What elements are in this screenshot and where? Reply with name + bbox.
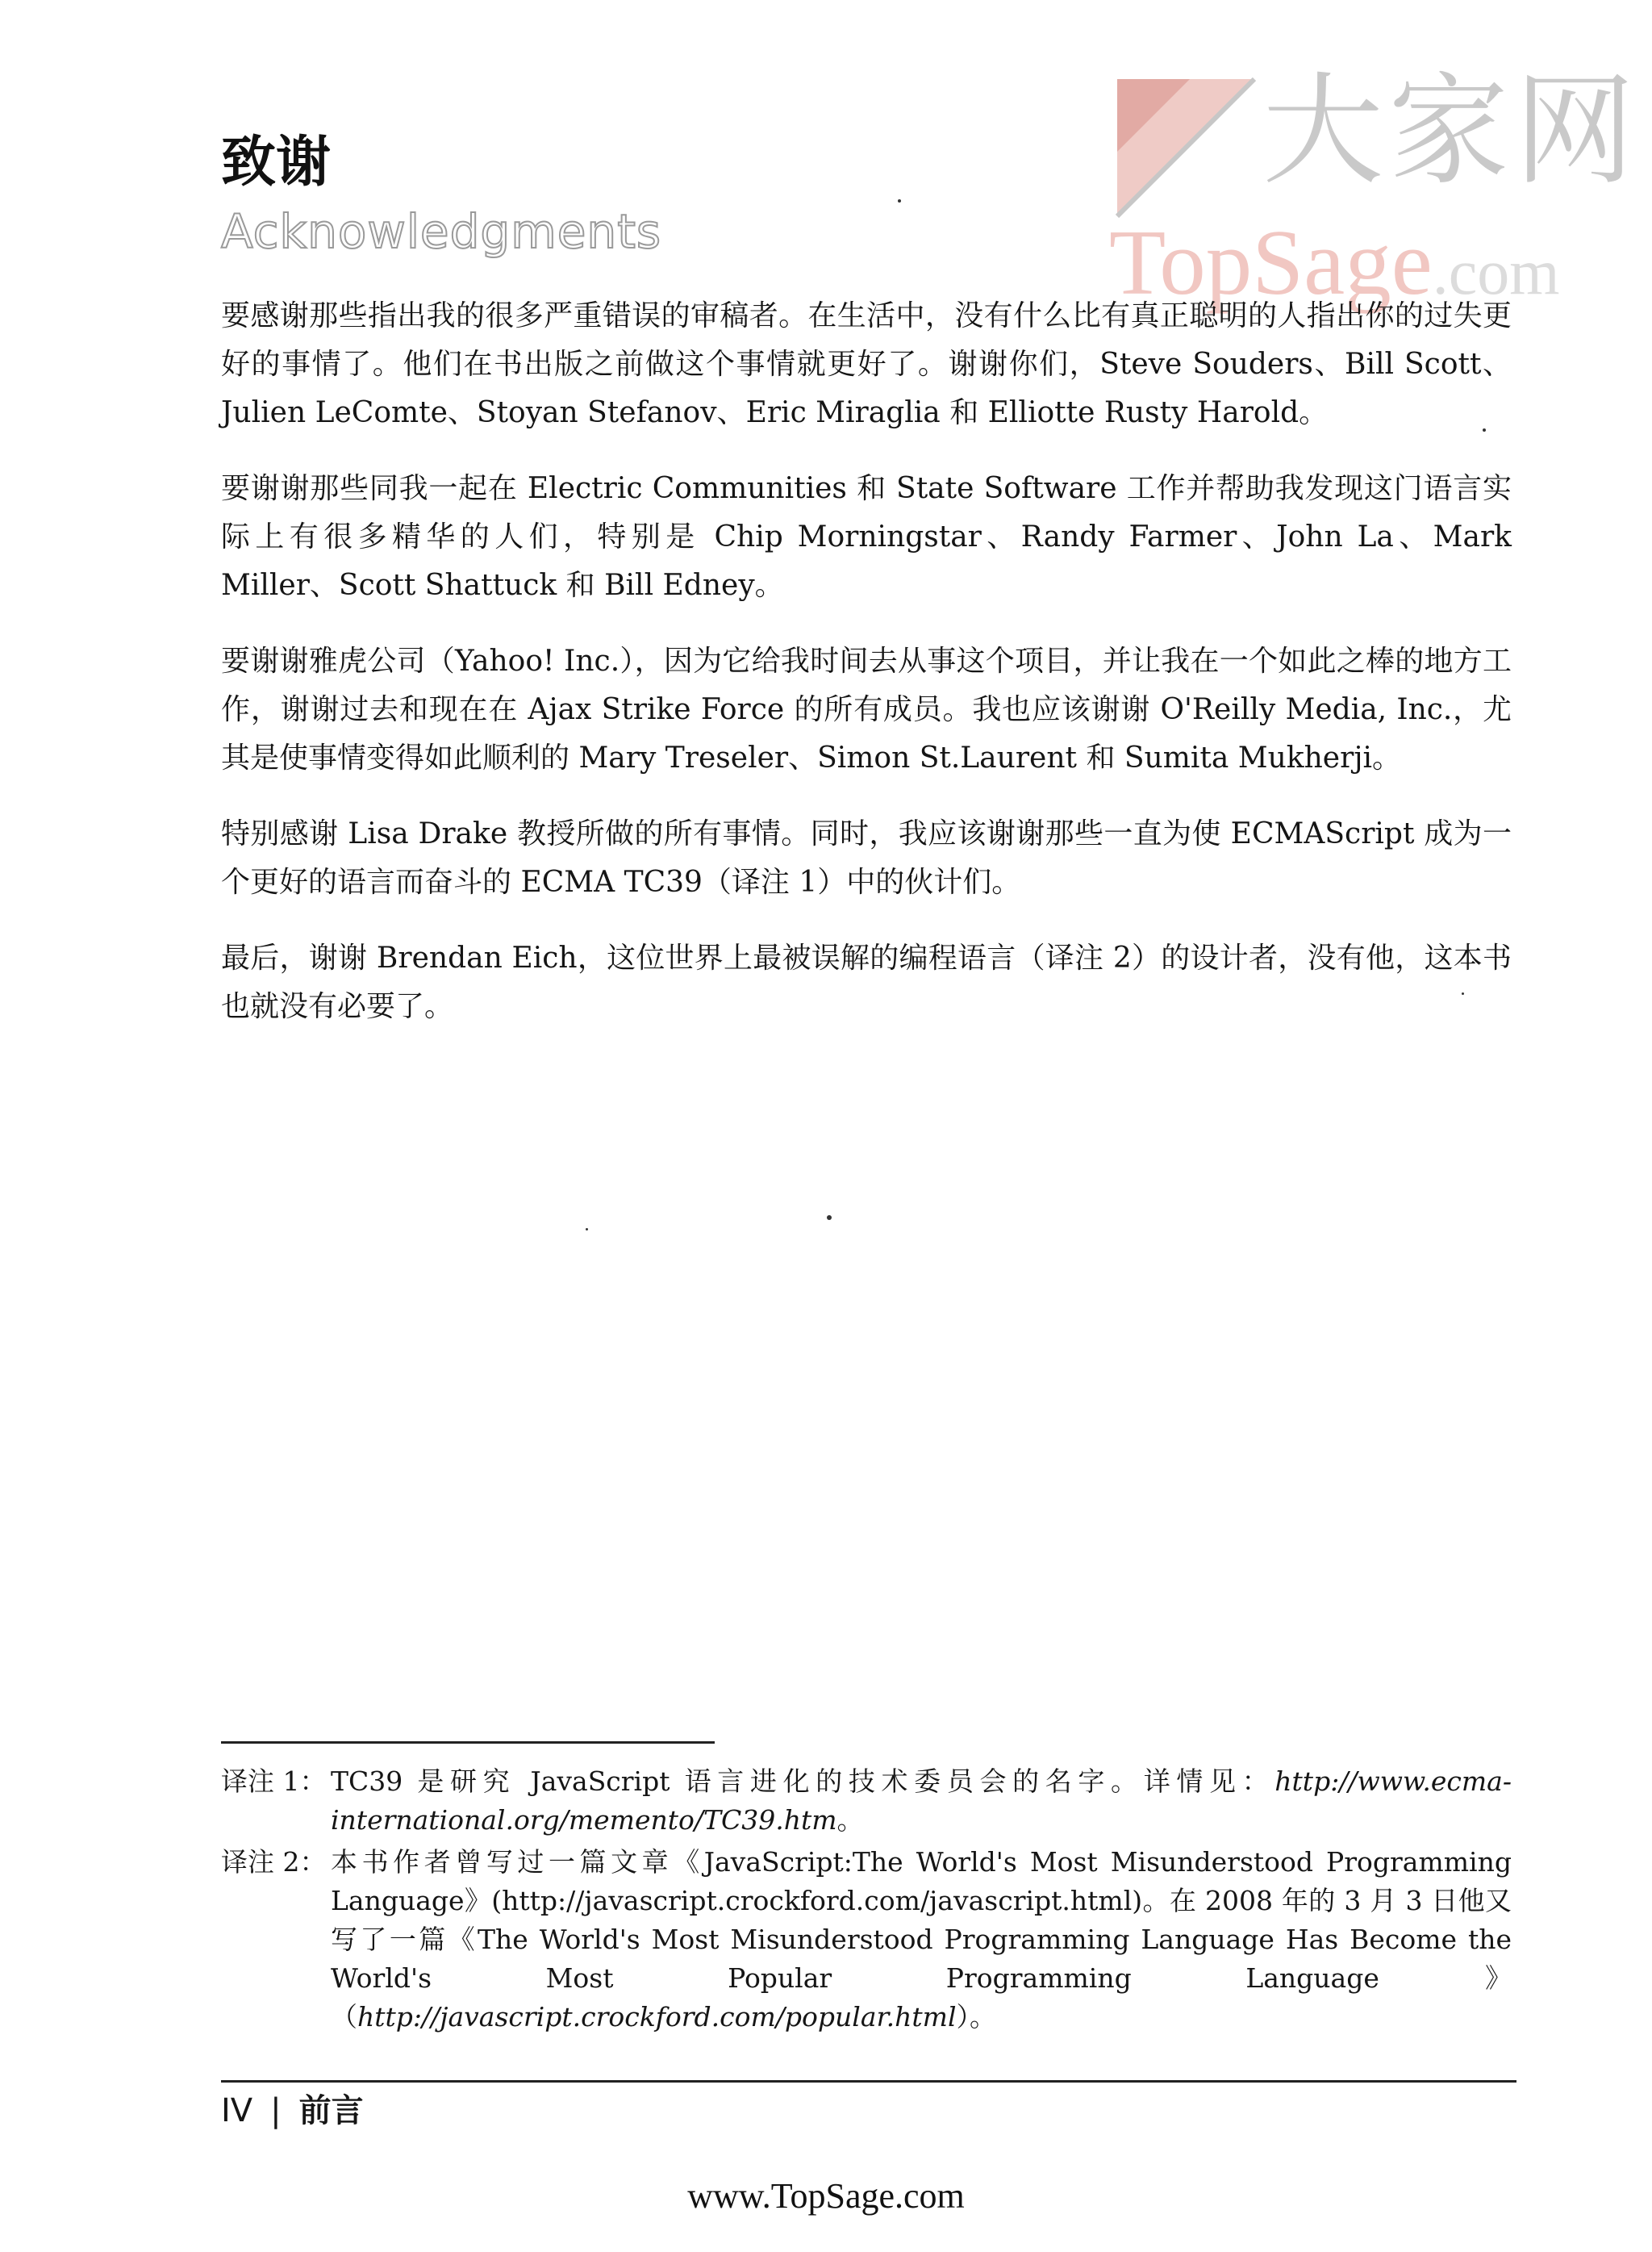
- topsage-watermark-logo: [1101, 61, 1641, 314]
- footer-separator: |: [270, 2092, 282, 2129]
- footnote-label: 译注 1：: [221, 1765, 327, 1797]
- footnotes: [221, 1762, 1512, 2040]
- footnote-body: TC39 是研究 JavaScript 语言进化的技术委员会的名字。详情见：: [331, 1765, 1275, 1797]
- footnote-divider: [221, 1741, 715, 1744]
- watermark-chinese-text: 大家网: [1262, 61, 1641, 202]
- footnote-text: [331, 1762, 1512, 1840]
- footnote-link: http://javascript.crockford.com/popular.html: [357, 2001, 957, 2033]
- section-name: 前言: [298, 2092, 364, 2129]
- page-number: IV: [221, 2092, 253, 2129]
- scan-speck: [1462, 992, 1464, 995]
- footnote-2: [221, 1843, 1512, 2037]
- paragraph-brendan-eich: 最后，谢谢 Brendan Eich，这位世界上最被误解的编程语言（译注 2）的设计者，没有他，这本书也就没有必要了。: [221, 942, 1512, 1023]
- footnote-tail: 。: [836, 1804, 864, 1836]
- paragraph-tc39: 特别感谢 Lisa Drake 教授所做的所有事情。同时，我应该谢谢那些一直为使 ECMAScript 成为一个更好的语言而奋斗的 ECMA TC39（译注 1）中的伙计们。: [221, 817, 1512, 899]
- footnote-body: 本书作者曾写过一篇文章《JavaScript:The World's Most Misunderstood Programming Language》(http://javascript.crockford.com/javascript.html)。在 2008 年的 3 月 3 日他又写了一篇《The World's Most Misunderstood Programming Language Has Become the World's Most Popular Programming Language》（: [331, 1846, 1512, 2033]
- scan-speck: [586, 1228, 588, 1230]
- page-footer: [221, 2090, 364, 2132]
- triangle-mark-icon: [1101, 63, 1262, 224]
- watermark-domain-suffix: .com: [1432, 237, 1560, 308]
- paragraph-yahoo: 要谢谢雅虎公司（Yahoo! Inc.），因为它给我时间去从事这个项目，并让我在一个如此之棒的地方工作，谢谢过去和现在在 Ajax Strike Force 的所有成员。我也应该谢谢 O'Reilly Media, Inc.，尤其是使事情变得如此顺利的 Mary Treseler、Simon St.Laurent 和 Sumita Mukherji。: [221, 645, 1512, 775]
- watermark-brand: TopSage: [1109, 211, 1433, 314]
- paragraph-colleagues: 要谢谢那些同我一起在 Electric Communities 和 State Software 工作并帮助我发现这门语言实际上有很多精华的人们，特别是 Chip Morningstar、Randy Farmer、John La、Mark Miller、Scott Shattuck 和 Bill Edney。: [221, 472, 1512, 602]
- footnote-tail: ）。: [956, 2001, 997, 2033]
- scan-speck: [827, 1215, 832, 1220]
- footnote-text: [331, 1843, 1512, 2037]
- scan-speck: [1483, 428, 1486, 432]
- footnote-1: [221, 1762, 1512, 1840]
- page-subtitle: Acknowledgments: [221, 204, 662, 259]
- acknowledgment-body: [221, 292, 1512, 1059]
- footer-divider: [221, 2080, 1516, 2083]
- scan-speck: [898, 199, 901, 203]
- footnote-label: 译注 2：: [221, 1846, 327, 1878]
- footnote-link: http://www.ecma-international.org/memento/TC39.htm: [331, 1765, 1512, 1836]
- site-url: www.TopSage.com: [687, 2176, 965, 2216]
- page-title: 致谢: [221, 131, 332, 194]
- paragraph-reviewers: 要感谢那些指出我的很多严重错误的审稿者。在生活中，没有什么比有真正聪明的人指出你的过失更好的事情了。他们在书出版之前做这个事情就更好了。谢谢你们，Steve Souders、Bill Scott、Julien LeComte、Stoyan Stefanov、Eric Miraglia 和 Elliotte Rusty Harold。: [221, 299, 1512, 429]
